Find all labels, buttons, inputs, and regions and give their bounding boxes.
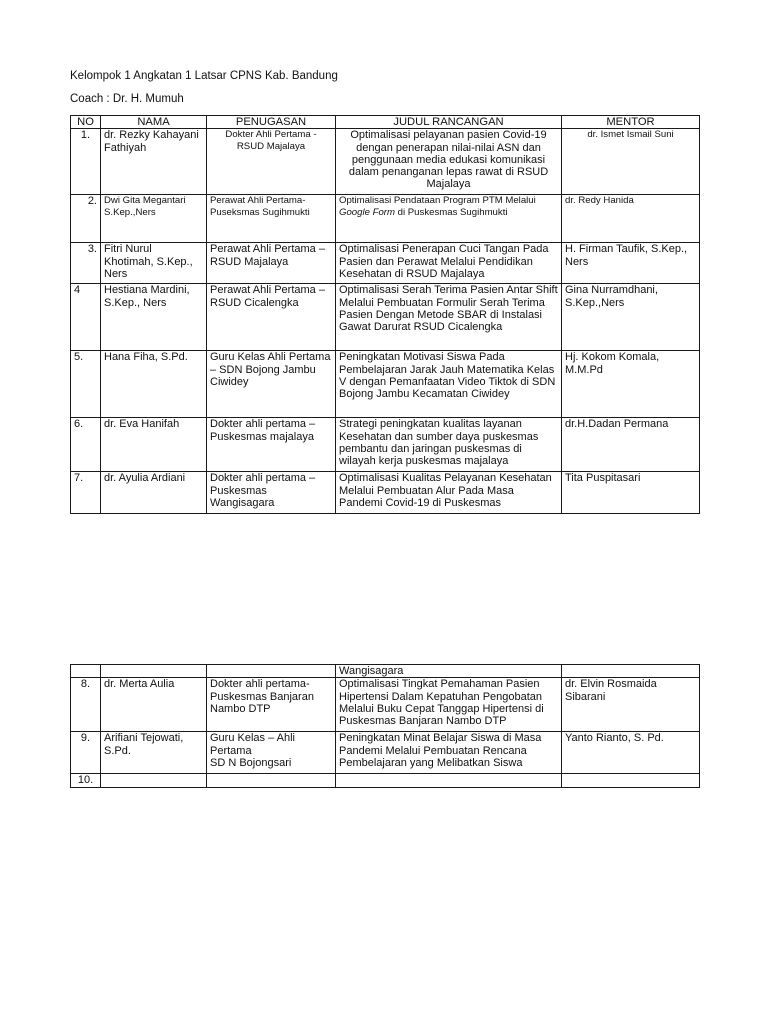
penugasan-cell: Dokter ahli pertama – Puskesmas Wangisagara (207, 472, 336, 514)
nama-cell: dr. Eva Hanifah (101, 418, 207, 472)
judul-cell: Optimalisasi pelayanan pasien Covid-19 dengan penerapan nilai-nilai ASN dan penggunaan media edukasi komunikasi dalam penanganan lepas rawat di RSUD Majalaya (336, 129, 562, 195)
mentor-cell: Yanto Rianto, S. Pd. (562, 732, 700, 774)
table-row (71, 418, 700, 472)
judul-cell: Strategi peningkatan kualitas layanan Kesehatan dan sumber daya puskesmas pembantu dan jaringan puskesmas di wilayah kerja puskesmas majalaya (336, 418, 562, 472)
penugasan-cell: Dokter Ahli Pertama - RSUD Majalaya (207, 129, 336, 195)
table-row (71, 472, 700, 514)
penugasan-cell: Perawat Ahli Pertama – RSUD Cicalengka (207, 284, 336, 351)
table-row (71, 351, 700, 418)
mentor-cell: dr. Elvin Rosmaida Sibarani (562, 678, 700, 732)
mentor-cell: Tita Puspitasari (562, 472, 700, 514)
mentor-cell: dr. Ismet Ismail Suni (562, 129, 700, 195)
judul-cell (336, 195, 562, 243)
mentor-cell: dr.H.Dadan Permana (562, 418, 700, 472)
table-row (71, 243, 700, 284)
penugasan-cell (207, 774, 336, 787)
row-number: 3. (71, 243, 101, 284)
table-row (71, 129, 700, 195)
row-number: 7. (71, 472, 101, 514)
nama-cell (101, 774, 207, 787)
row-number: 10. (71, 774, 101, 787)
judul-cell: Wangisagara (336, 665, 562, 678)
mentor-cell (562, 665, 700, 678)
mentor-cell: H. Firman Taufik, S.Kep., Ners (562, 243, 700, 284)
judul-cell: Optimalisasi Kualitas Pelayanan Kesehatan Melalui Pembuatan Alur Pada Masa Pandemi Covid-19 di Puskesmas (336, 472, 562, 514)
column-header-mentor: MENTOR (562, 116, 700, 129)
nama-cell: dr. Ayulia Ardiani (101, 472, 207, 514)
judul-cell: Optimalisasi Tingkat Pemahaman Pasien Hipertensi Dalam Kepatuhan Pengobatan Melalui Buku Cepat Tanggap Hipertensi di Puskesmas Banjaran Nambo DTP (336, 678, 562, 732)
row-number: 9. (71, 732, 101, 774)
row-number: 6. (71, 418, 101, 472)
nama-cell (101, 665, 207, 678)
judul-text: di Puskesmas Sugihmukti (394, 206, 508, 218)
nama-cell: dr. Rezky Kahayani Fathiyah (101, 129, 207, 195)
nama-cell: Hestiana Mardini, S.Kep., Ners (101, 284, 207, 351)
penugasan-cell: Guru Kelas – Ahli Pertama SD N Bojongsari (207, 732, 336, 774)
column-header-no: NO (71, 116, 101, 129)
coach-line: Coach : Dr. H. Mumuh (70, 93, 184, 105)
judul-cell: Optimalisasi Serah Terima Pasien Antar Shift Melalui Pembuatan Formulir Serah Terima Pasien Dengan Metode SBAR di Instalasi Gawat Darurat RSUD Cicalengka (336, 284, 562, 351)
row-number (71, 665, 101, 678)
nama-cell: Fitri Nurul Khotimah, S.Kep., Ners (101, 243, 207, 284)
nama-cell: dr. Merta Aulia (101, 678, 207, 732)
nama-cell: Hana Fiha, S.Pd. (101, 351, 207, 418)
table-header-row (71, 116, 700, 129)
row-number: 2. (71, 195, 101, 243)
participants-table-continued (70, 664, 700, 788)
table-row (71, 774, 700, 787)
judul-italic-text: Google Form (339, 206, 395, 218)
penugasan-cell: Dokter ahli pertama – Puskesmas majalaya (207, 418, 336, 472)
penugasan-cell: Dokter ahli pertama-Puskesmas Banjaran Nambo DTP (207, 678, 336, 732)
mentor-cell: dr. Redy Hanida (562, 195, 700, 243)
table-row (71, 195, 700, 243)
penugasan-cell: Perawat Ahli Pertama-Puseksmas Sugihmukti (207, 195, 336, 243)
judul-cell: Peningkatan Motivasi Siswa Pada Pembelajaran Jarak Jauh Matematika Kelas V dengan Pemanfaatan Video Tiktok di SDN Bojong Jambu Kecamatan Ciwidey (336, 351, 562, 418)
mentor-cell: Gina Nurramdhani, S.Kep.,Ners (562, 284, 700, 351)
penugasan-cell (207, 665, 336, 678)
penugasan-cell: Perawat Ahli Pertama – RSUD Majalaya (207, 243, 336, 284)
mentor-cell: Hj. Kokom Komala, M.M.Pd (562, 351, 700, 418)
judul-cell: Peningkatan Minat Belajar Siswa di Masa Pandemi Melalui Pembuatan Rencana Pembelajaran yang Melibatkan Siswa (336, 732, 562, 774)
nama-cell: Arifiani Tejowati, S.Pd. (101, 732, 207, 774)
judul-cell (336, 774, 562, 787)
mentor-cell (562, 774, 700, 787)
nama-cell: Dwi Gita Megantari S.Kep.,Ners (101, 195, 207, 243)
column-header-judul: JUDUL RANCANGAN (336, 116, 562, 129)
row-number: 1. (71, 129, 101, 195)
participants-table (70, 115, 700, 514)
table-row (71, 284, 700, 351)
penugasan-cell: Guru Kelas Ahli Pertama – SDN Bojong Jambu Ciwidey (207, 351, 336, 418)
judul-text: Optimalisasi Pendataan Program PTM Melalui (339, 195, 536, 207)
row-number: 5. (71, 351, 101, 418)
column-header-nama: NAMA (101, 116, 207, 129)
table-row (71, 678, 700, 732)
row-number: 8. (71, 678, 101, 732)
table-row-continuation (71, 665, 700, 678)
group-heading: Kelompok 1 Angkatan 1 Latsar CPNS Kab. Bandung (70, 70, 338, 82)
row-number: 4 (71, 284, 101, 351)
table-row (71, 732, 700, 774)
column-header-penugasan: PENUGASAN (207, 116, 336, 129)
judul-cell: Optimalisasi Penerapan Cuci Tangan Pada Pasien dan Perawat Melalui Pendidikan Kesehatan di RSUD Majalaya (336, 243, 562, 284)
